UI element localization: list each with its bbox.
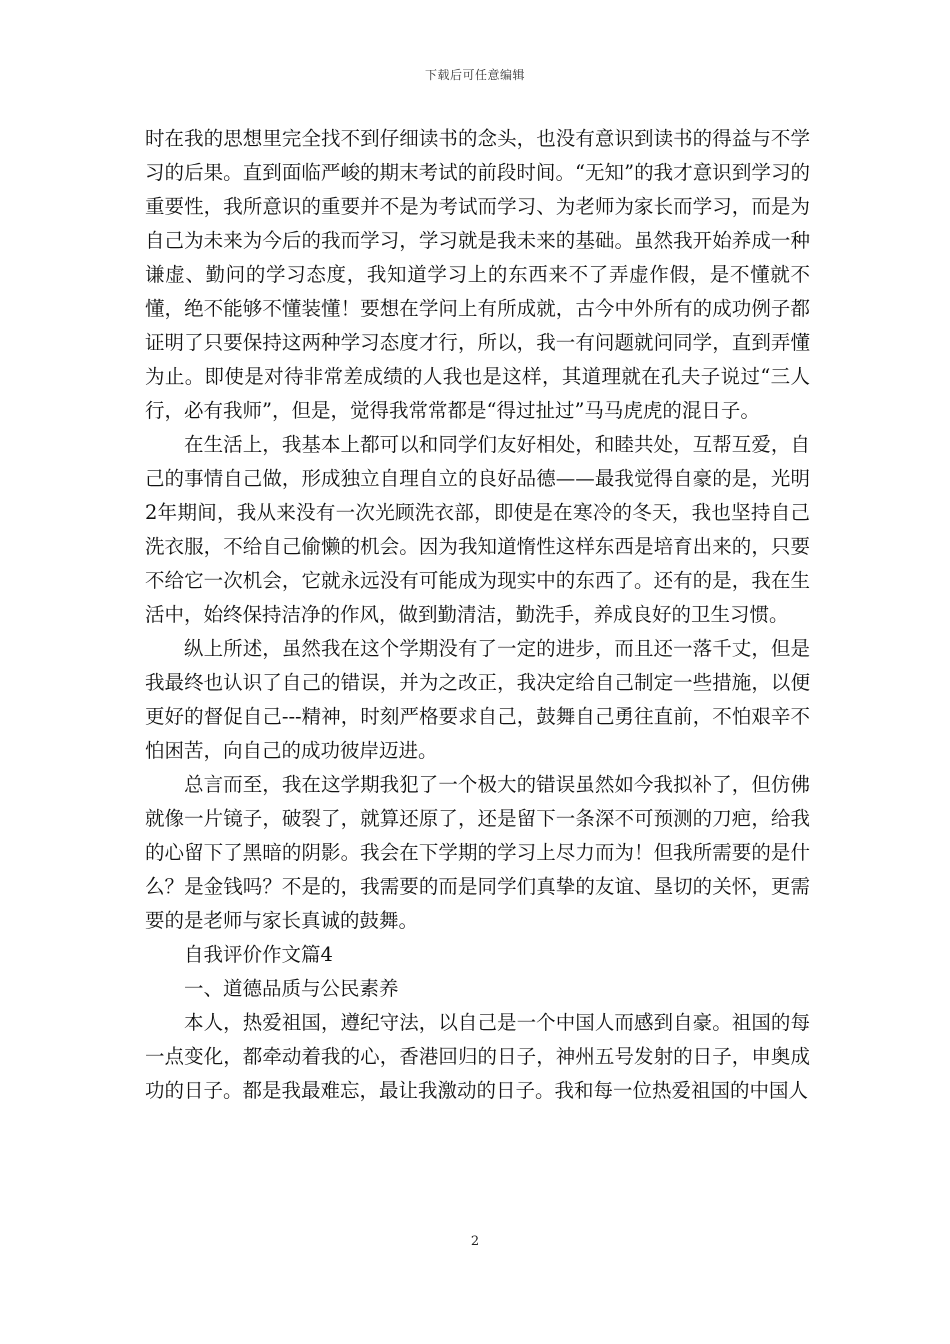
document-body: [145, 122, 810, 1108]
paragraph-continuation: 时在我的思想里完全找不到仔细读书的念头，也没有意识到读书的得益与不学习的后果。直到面临严峻的期末考试的前段时间。“无知”的我才意识到学习的重要性，我所意识的重要并不是为考试而学习、为老师为家长而学习，而是为自己为未来为今后的我而学习，学习就是我未来的基础。虽然我开始养成一种谦虚、勤问的学习态度，我知道学习上的东西来不了弄虚作假，是不懂就不懂，绝不能够不懂装懂！要想在学问上有所成就，古今中外所有的成功例子都证明了只要保持这两种学习态度才行，所以，我一有问题就问同学，直到弄懂为止。即使是对待非常差成绩的人我也是这样，其道理就在孔夫子说过“三人行，必有我师”，但是，觉得我常常都是“得过扯过”马马虎虎的混日子。: [145, 127, 810, 422]
paragraph-summary: 纵上所述，虽然我在这个学期没有了一定的进步，而且还一落千丈，但是我最终也认识了自己的错误，并为之改正，我决定给自己制定一些措施，以便更好的督促自己---精神，时刻严格要求自己，鼓舞自己勇往直前，不怕艰辛不怕困苦，向自己的成功彼岸迈进。: [145, 637, 810, 762]
paragraph-life: 在生活上，我基本上都可以和同学们友好相处，和睦共处，互帮互爱，自己的事情自己做，形成独立自理自立的良好品德——最我觉得自豪的是，光明2年期间，我从来没有一次光顾洗衣部，即使是在寒冷的冬天，我也坚持自己洗衣服，不给自己偷懒的机会。因为我知道惰性这样东西是培育出来的，只要不给它一次机会，它就永远没有可能成为现实中的东西了。还有的是，我在生活中，始终保持洁净的作风，做到勤清洁，勤洗手，养成良好的卫生习惯。: [145, 433, 810, 626]
page-header: [0, 66, 950, 83]
paragraph-patriotism: 本人，热爱祖国，遵纪守法，以自己是一个中国人而感到自豪。祖国的每一点变化，都牵动着我的心，香港回归的日子，神州五号发射的日子，申奥成功的日子。都是我最难忘，最让我激动的日子。我和每一位热爱祖国的中国人: [145, 1011, 810, 1102]
section-title: 自我评价作文篇4: [184, 943, 333, 966]
page-footer: [0, 1234, 950, 1249]
header-text: 下载后可任意编辑: [424, 68, 525, 82]
page-number: 2: [470, 1234, 480, 1249]
paragraph-conclusion: 总言而至，我在这学期我犯了一个极大的错误虽然如今我拟补了，但仿佛就像一片镜子，破裂了，就算还原了，还是留下一条深不可预测的刀疤，给我的心留下了黑暗的阴影。我会在下学期的学习上尽力而为！但我所需要的是什么？是金钱吗？不是的，我需要的而是同学们真挚的友谊、垦切的关怀，更需要的是老师与家长真诚的鼓舞。: [145, 773, 810, 932]
subsection-heading: 一、道德品质与公民素养: [184, 977, 399, 1000]
